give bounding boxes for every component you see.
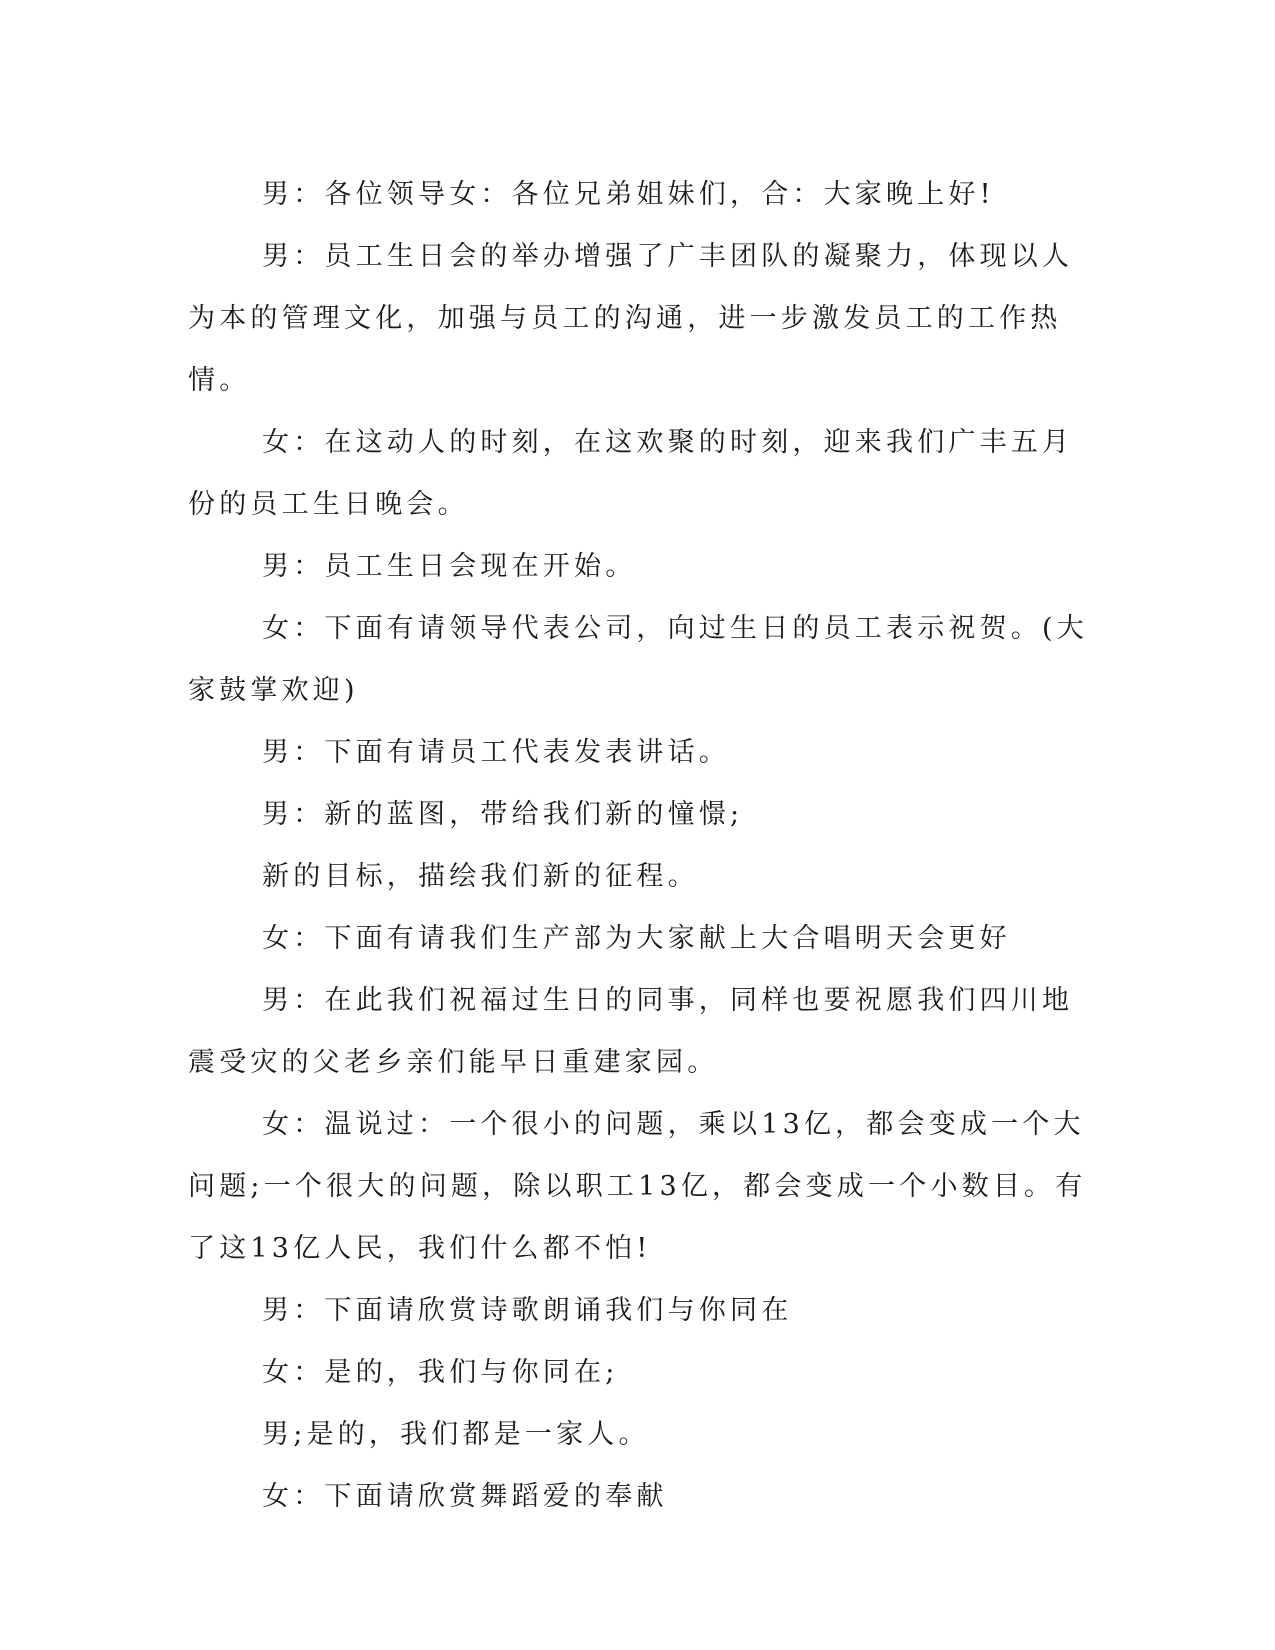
paragraph: 女：下面请欣赏舞蹈爱的奉献	[262, 1481, 668, 1512]
paragraph: 男：员工生日会现在开始。	[262, 551, 637, 582]
document-body	[188, 164, 1088, 1528]
paragraph: 新的目标，描绘我们新的征程。	[262, 861, 699, 892]
paragraph: 女：下面有请我们生产部为大家献上大合唱明天会更好	[262, 923, 1011, 954]
paragraph: 男：新的蓝图，带给我们新的憧憬;	[262, 799, 744, 830]
paragraph: 男;是的，我们都是一家人。	[262, 1419, 650, 1450]
paragraph: 女：是的，我们与你同在;	[262, 1357, 619, 1388]
paragraph: 女：在这动人的时刻，在这欢聚的时刻，迎来我们广丰五月份的员工生日晚会。	[188, 427, 1074, 520]
paragraph: 男：下面有请员工代表发表讲话。	[262, 737, 730, 768]
paragraph: 男：各位领导女：各位兄弟姐妹们，合：大家晚上好!	[262, 179, 995, 210]
paragraph: 男：下面请欣赏诗歌朗诵我们与你同在	[262, 1295, 793, 1326]
paragraph: 男：员工生日会的举办增强了广丰团队的凝聚力，体现以人为本的管理文化，加强与员工的沟通，进一步激发员工的工作热情。	[188, 241, 1074, 396]
paragraph: 男：在此我们祝福过生日的同事，同样也要祝愿我们四川地震受灾的父老乡亲们能早日重建家园。	[188, 985, 1074, 1078]
paragraph: 女：温说过：一个很小的问题，乘以13亿，都会变成一个大问题;一个很大的问题，除以职工13亿，都会变成一个小数目。有了这13亿人民，我们什么都不怕!	[188, 1109, 1087, 1264]
paragraph: 女：下面有请领导代表公司，向过生日的员工表示祝贺。(大家鼓掌欢迎)	[188, 613, 1088, 706]
